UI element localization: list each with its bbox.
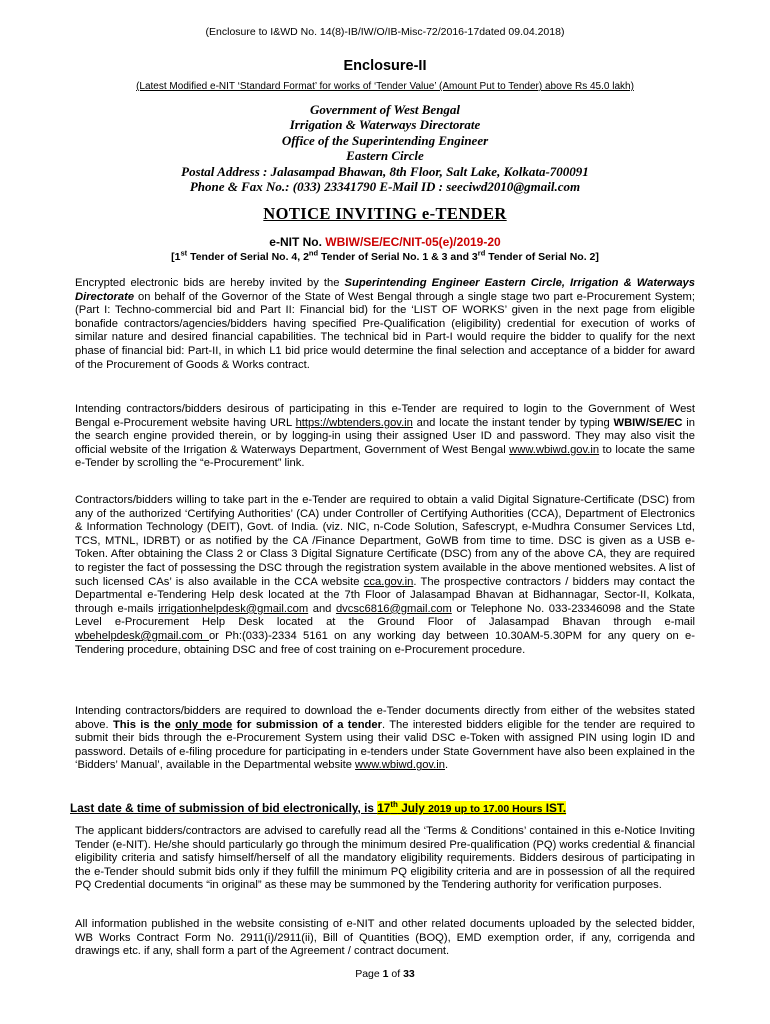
para-text: on behalf of the Governor of the State of West Bengal through a single stage two part e-Procurement System; (Part I: Techno-commercial bid and Part II: Financial bid) for the ‘LIST OF WORKS’ given in the next page from eligible bonafide contractors/agencies/bidders having specified Pre-Qualification (eligibility) credential for execution of works of similar nature and desired financial capabilities. The technical bid in Part-I would require the bidder to qualify for the next phase of financial bid: Part-II, in which L1 bid price would determine the final selection and acceptance of a bidder for award of the Procurement of Goods & Works contract. xyxy=(75,290,695,371)
footer-of: of xyxy=(388,968,404,980)
nit-number-line xyxy=(0,235,770,249)
link-cca[interactable]: cca.gov.in xyxy=(363,575,414,588)
deadline-year-time: 2019 up to 17.00 Hours xyxy=(428,803,543,815)
deadline-day-suffix: th xyxy=(390,800,398,810)
para-text: and xyxy=(308,602,336,615)
nit-sub-text: Tender of Serial No. 2] xyxy=(485,251,599,263)
para-bold: This is the xyxy=(112,718,176,731)
para-text: in the search engine provided therein, or by logging-in using their assigned User ID and password. They may also visit the official website of the Irrigation & Waterways Department, Government of West Bengal xyxy=(75,416,695,456)
nit-sub-text: Tender of Serial No. 1 & 3 and 3 xyxy=(318,251,478,263)
page-footer xyxy=(0,968,770,980)
deadline-highlight xyxy=(377,801,566,815)
link-dvcsc-email[interactable]: dvcsc6816@gmail.com xyxy=(335,602,452,615)
para-emphasis: Superintending Engineer Eastern Circle, Irrigation & Waterways Directorate xyxy=(75,277,695,303)
nit-sub-sup: rd xyxy=(477,248,486,258)
nit-sub-text: Tender of Serial No. 4, 2 xyxy=(187,251,309,263)
deadline-timezone: IST. xyxy=(542,801,567,815)
paragraph-login-instructions xyxy=(75,403,695,471)
nit-tender-serials xyxy=(0,248,770,263)
para-text: or Ph:(033)-2334 5161 on any working day between 10.30AM-5.30PM for any query on e-Tendering procedure, obtaining DSC and free of cost training on e-Procurement procedure. xyxy=(75,629,695,656)
para-text: to locate the same e-Tender by scrolling the “e-Procurement” link. xyxy=(75,443,695,470)
gov-line-circle: Eastern Circle xyxy=(346,148,424,164)
para-bold: for submission of a tender xyxy=(232,718,382,731)
gov-line-office: Office of the Superintending Engineer xyxy=(281,132,489,148)
deadline-month: July xyxy=(397,801,429,815)
para-text: . The interested bidders eligible for the tender are required to submit their bids through the e-Procurement System using their valid DSC e-Token with assigned PIN using login ID and password. Details of e-filing procedure for participating in e-tenders under State Government have also been explained in the ‘Bidders’ Manual’, available in the Departmental website xyxy=(75,718,696,772)
nit-number: WBIW/SE/EC/NIT-05(e)/2019-20 xyxy=(325,235,501,249)
gov-line-postal-address: Postal Address : Jalasampad Bhawan, 8th Floor, Salt Lake, Kolkata-700091 xyxy=(181,163,589,179)
footer-label: Page xyxy=(355,968,383,980)
nit-sub-text: [1 xyxy=(171,251,181,263)
nit-sub-sup: nd xyxy=(308,248,319,258)
link-irrigation-helpdesk-email[interactable]: irrigationhelpdesk@gmail.com xyxy=(158,602,309,615)
paragraph-download-instructions xyxy=(75,705,695,773)
deadline-day: 17 xyxy=(377,801,391,815)
nit-sub-sup: st xyxy=(180,248,188,258)
para-text: . The prospective contractors / bidders may contact the Departmental e-Tendering Help desk located at the 7th Floor of Jalasampad Bhavan at Bidhannagar, Sector-II, Kolkata, through e-mails xyxy=(75,575,695,615)
gov-line-government: Government of West Bengal xyxy=(309,102,461,117)
enclosure-reference-note: (Enclosure to I&WD No. 14(8)-IB/IW/O/IB-Misc-72/2016-17dated 09.04.2018) xyxy=(205,26,565,38)
para-text: Encrypted electronic bids are hereby invited by the xyxy=(75,277,345,289)
gov-line-phone-email: Phone & Fax No.: (033) 23341790 E-Mail ID : seeciwd2010@gmail.com xyxy=(189,179,581,195)
link-wbiwd[interactable]: www.wbiwd.gov.in xyxy=(509,443,600,456)
paragraph-terms-advice: The applicant bidders/contractors are advised to carefully read all the ‘Terms & Conditions’ contained in this e-Notice Inviting Tender (e-NIT). He/she should particularly go through the minimum desired Pre-qualification (PQ) works credential & financial eligibility criteria and satisfy himself/herself of all the mandatory eligibility requirements. Bidders desirous of participating in the e-Tender should submit bids only if they fulfill the minimum PQ eligibility criteria and are in possession of all the required PQ Credential documents “in original” as these may be summoned by the Tendering authority for verification purposes. xyxy=(75,825,695,892)
footer-page-number: 1 xyxy=(382,968,389,980)
para-bold-underline: only mode xyxy=(175,718,233,731)
para-text: and locate the instant tender by typing xyxy=(412,416,614,429)
para-text: Intending contractors/bidders are required to download the e-Tender documents directly from either of the websites stated above. xyxy=(75,705,695,731)
link-wbtenders[interactable]: https://wbtenders.gov.in xyxy=(295,416,413,429)
paragraph-dsc-requirements xyxy=(75,494,695,657)
notice-title: NOTICE INVITING e-TENDER xyxy=(263,204,507,223)
para-bold: WBIW/SE/EC xyxy=(613,416,683,429)
footer-total-pages: 33 xyxy=(403,968,415,980)
link-wbiwd-manual[interactable]: www.wbiwd.gov.in xyxy=(355,759,445,772)
para-text: . xyxy=(445,759,449,772)
nit-number-prefix: e-NIT No. xyxy=(269,235,326,249)
submission-deadline xyxy=(70,801,700,815)
para-text: Contractors/bidders willing to take part in the e-Tender are required to obtain a valid Digital Signature-Certificate (DSC) from any of the authorized ‘Certifying Authorities’ (CA) under Controller of Certifying Authorities (CCA), Department of Electronics & Information Technology (DEIT), Govt. of India. (viz. NIC, n-Code Solution, Safescrypt, e-Mudhra Consumer Services Ltd, TCS, MTNL, IDRBT) or as notified by the CA /Finance Department, GoWB from time to time. DSC is given as a USB e-Token. After obtaining the Class 2 or Class 3 Digital Signature Certificate (DSC) from any of the above CA, they are required to register the fact of possessing the DSC through the registration system available in the above mentioned websites. A list of such licensed CAs’ is also available in the CCA website xyxy=(75,494,695,588)
para-text: Intending contractors/bidders desirous of participating in this e-Tender are required to login to the Government of West Bengal e-Procurement website having URL xyxy=(75,403,695,429)
paragraph-published-information: All information published in the website consisting of e-NIT and other related documents uploaded by the selected bidder, WB Works Contract Form No. 2911(i)/2911(ii), Bill of Quantities (BOQ), EMD exemption order, if any, corrigenda and drawings etc. if any, shall form a part of the Agreement / contract document. xyxy=(75,918,695,958)
gov-line-directorate: Irrigation & Waterways Directorate xyxy=(289,117,481,133)
enclosure-title: Enclosure-II xyxy=(343,58,427,74)
link-wbehelpdesk-email[interactable]: wbehelpdesk@gmail.com xyxy=(75,629,209,642)
para-text: or Telephone No. 033-23346098 and the State Level e-Procurement Help Desk located at the Ground Floor of Jalasampad Bhavan through e-mail xyxy=(75,602,695,629)
government-address-block xyxy=(0,102,770,194)
deadline-label: Last date & time of submission of bid electronically, is xyxy=(70,801,378,815)
paragraph-invitation xyxy=(75,277,695,372)
enclosure-subtitle: (Latest Modified e-NIT ‘Standard Format’ for works of ‘Tender Value’ (Amount Put to Tender) above Rs 45.0 lakh) xyxy=(136,81,634,92)
